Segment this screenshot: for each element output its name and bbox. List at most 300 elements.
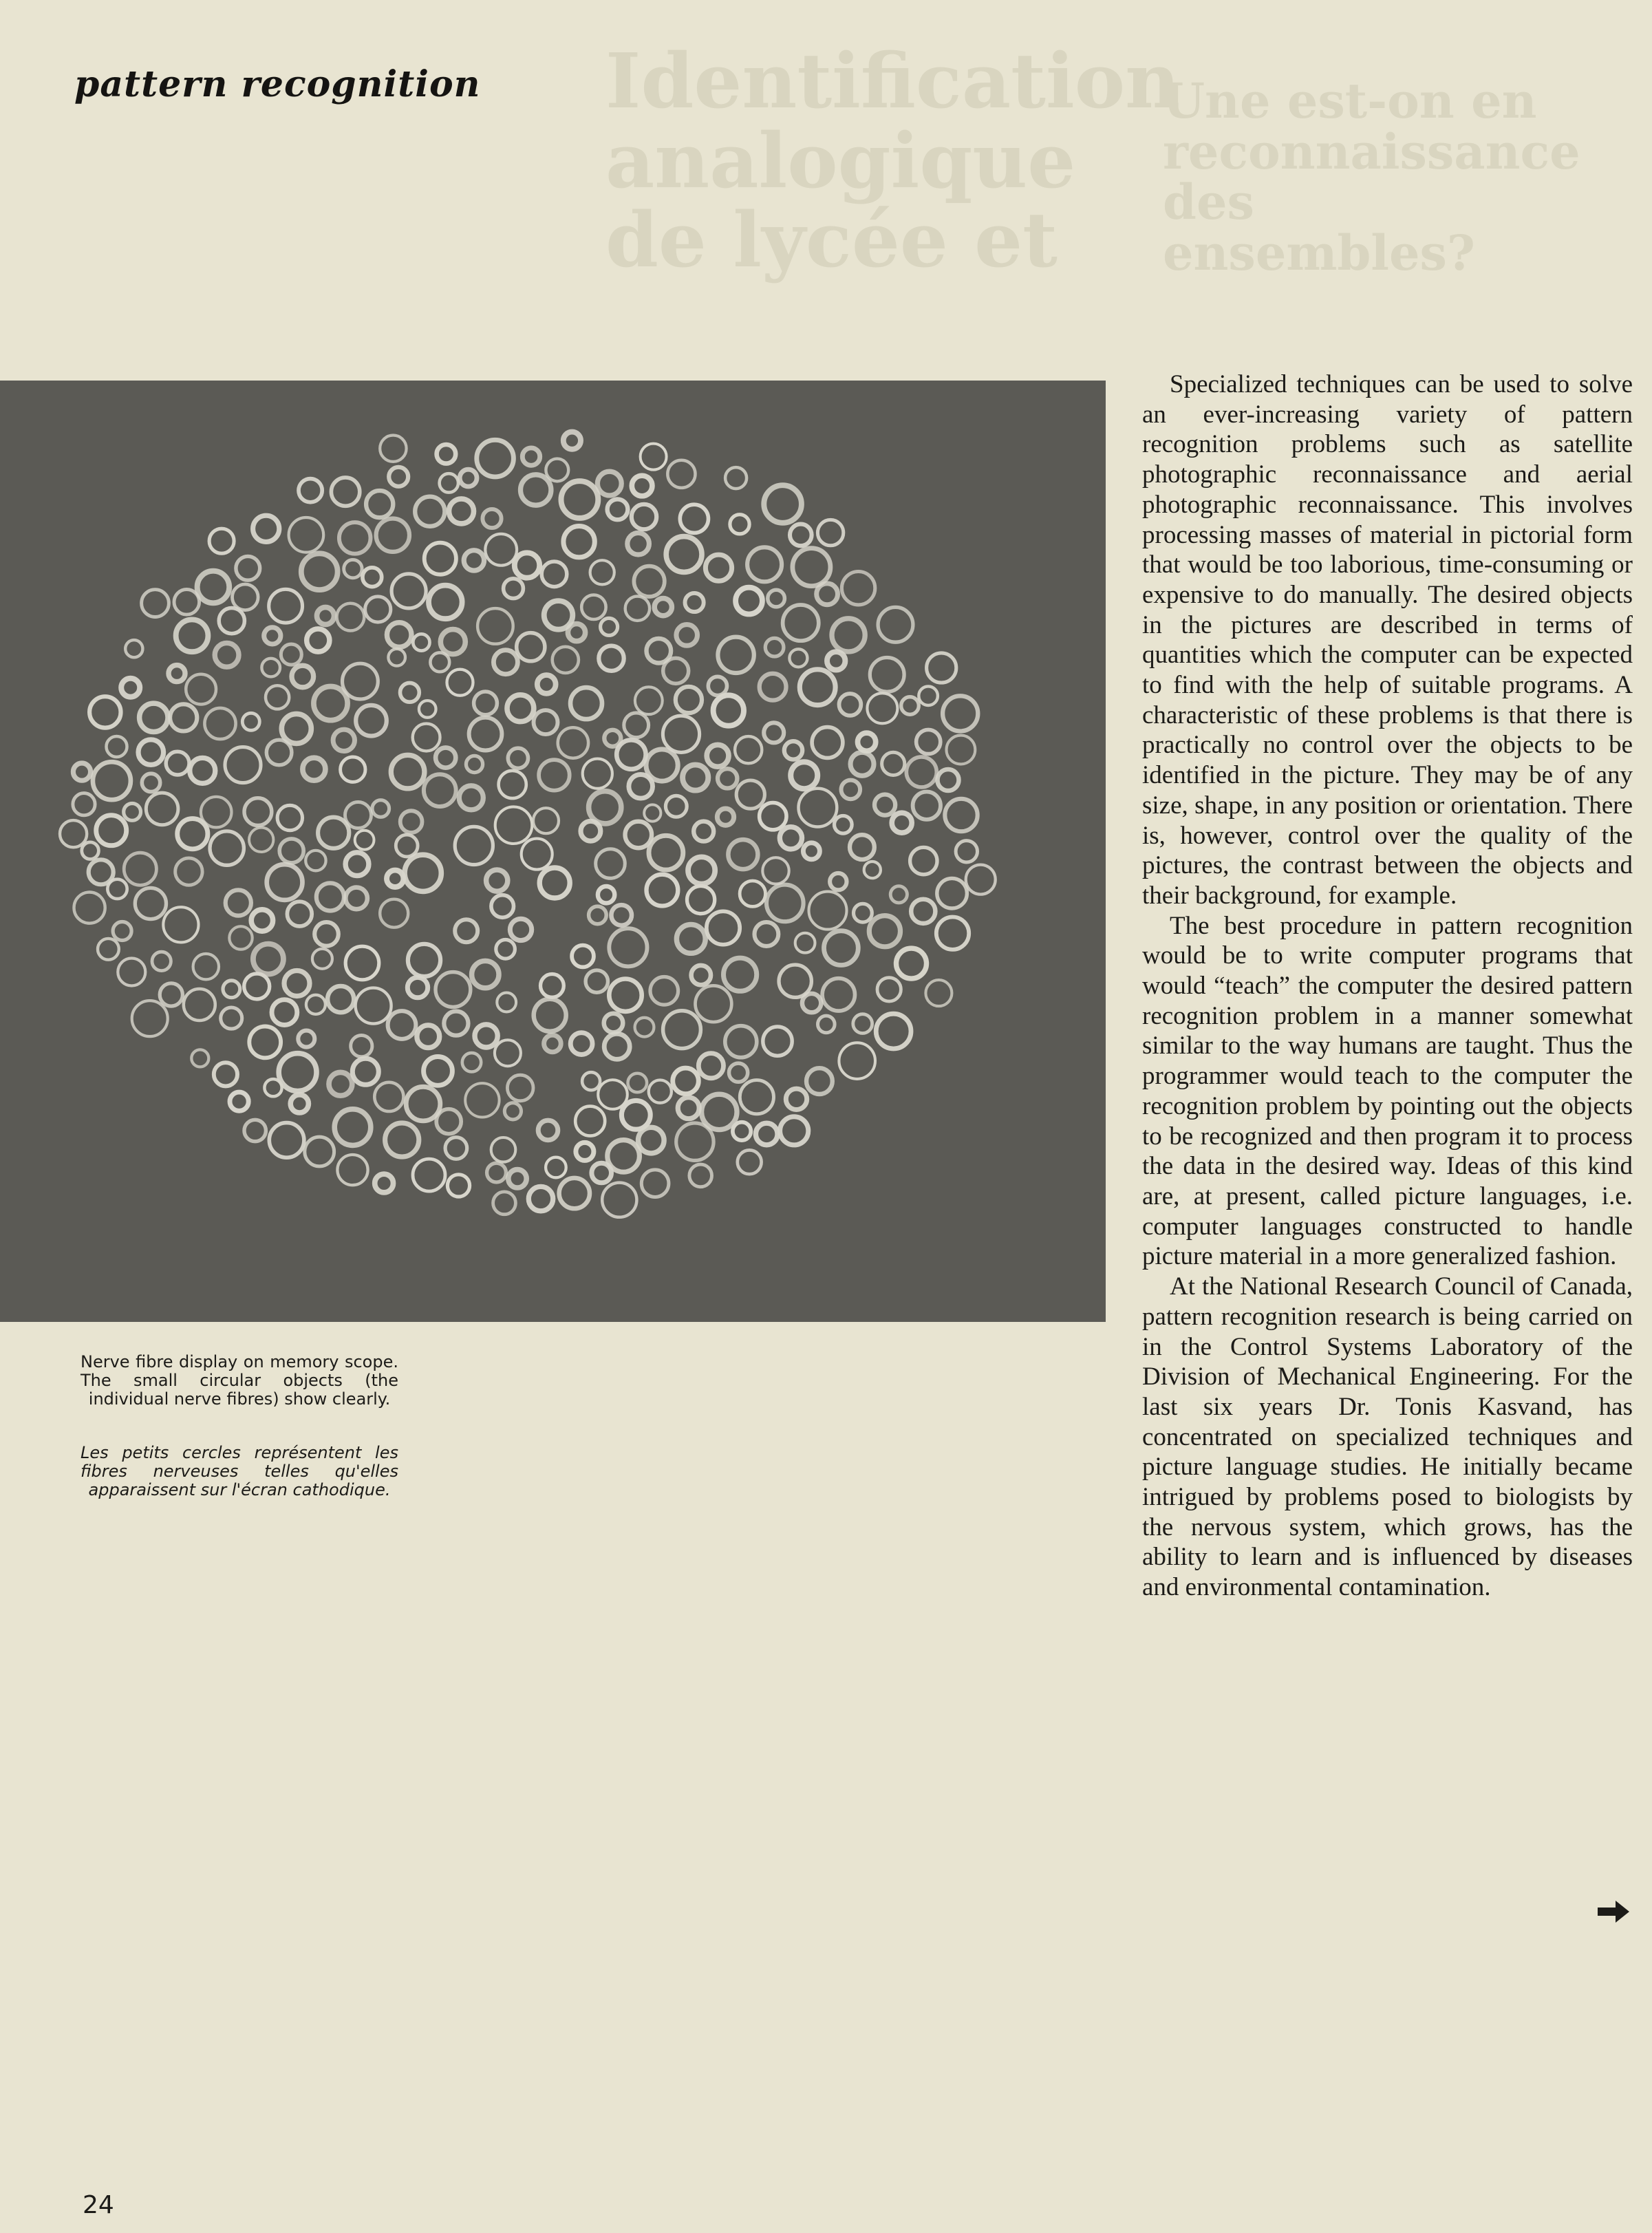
nerve-fibre-ring	[841, 572, 875, 605]
nerve-fibre-ring	[333, 729, 354, 751]
nerve-fibre-ring	[317, 608, 334, 625]
nerve-fibre-ring	[388, 649, 405, 666]
nerve-fibre-ring	[204, 708, 235, 739]
nerve-fibre-ring	[936, 917, 969, 950]
nerve-fibre-ring	[93, 762, 131, 800]
nerve-fibre-ring	[135, 888, 166, 919]
nerve-fibre-ring	[705, 555, 731, 581]
nerve-fibre-ring	[142, 590, 169, 617]
nerve-fibre-ring	[169, 665, 185, 682]
nerve-fibre-ring	[822, 979, 855, 1011]
nerve-fibre-ring	[665, 795, 687, 817]
nerve-fibre-ring	[853, 1014, 872, 1034]
nerve-fibre-ring	[534, 999, 566, 1032]
nerve-fibre-ring	[685, 593, 704, 612]
nerve-fibre-ring	[793, 548, 830, 586]
nerve-fibre-ring	[355, 831, 374, 850]
nerve-fibre-ring	[226, 890, 251, 915]
nerve-fibre-ring	[365, 597, 391, 622]
nerve-fibre-ring	[124, 804, 141, 821]
nerve-fibre-ring	[541, 974, 564, 998]
nerve-fibre-ring	[736, 780, 764, 809]
nerve-fibre-ring	[292, 665, 314, 687]
nerve-fibre-ring	[477, 440, 514, 477]
nerve-fibre-ring	[191, 1049, 208, 1067]
nerve-fibre-ring	[190, 758, 215, 783]
nerve-fibre-ring	[351, 1036, 372, 1057]
nerve-fibre-ring	[538, 1120, 558, 1140]
nerve-fibre-ring	[510, 919, 531, 940]
nerve-fibre-ring	[264, 628, 281, 644]
nerve-fibre-ring	[867, 693, 897, 723]
nerve-fibre-ring	[644, 804, 661, 821]
nerve-fibre-ring	[763, 1027, 792, 1056]
nerve-fibre-ring	[508, 1170, 526, 1188]
nerve-fibre-ring	[469, 718, 502, 751]
nerve-fibre-ring	[166, 751, 189, 775]
nerve-fibre-ring	[666, 537, 702, 573]
nerve-fibre-ring	[272, 1000, 297, 1025]
nerve-fibre-ring	[558, 727, 588, 758]
nerve-fibre-ring	[279, 1054, 317, 1091]
nerve-fibre-ring	[802, 994, 821, 1012]
nerve-fibre-ring	[269, 589, 303, 623]
nerve-fibre-ring	[219, 608, 244, 634]
nerve-fibre-ring	[284, 971, 310, 996]
nerve-fibre-ring	[809, 892, 847, 930]
nerve-fibre-ring	[559, 1178, 590, 1208]
nerve-fibre-ring	[491, 895, 514, 918]
nerve-fibre-ring	[947, 736, 976, 765]
nerve-fibre-ring	[647, 875, 678, 906]
nerve-fibre-ring	[464, 551, 484, 570]
nerve-fibre-ring	[765, 638, 784, 656]
nerve-fibre-ring	[493, 650, 517, 674]
nerve-fibre-ring	[634, 566, 664, 597]
nerve-fibre-ring	[328, 986, 354, 1012]
nerve-fibre-ring	[345, 946, 379, 980]
nerve-fibre-ring	[760, 674, 786, 701]
nerve-fibre-ring	[425, 543, 456, 575]
nerve-fibre-ring	[447, 1175, 469, 1197]
nerve-fibre-ring	[424, 1057, 453, 1086]
nerve-fibre-ring	[337, 603, 365, 631]
nerve-fibre-ring	[507, 1075, 533, 1101]
nerve-fibre-ring	[546, 459, 568, 482]
nerve-fibre-ring	[533, 808, 559, 833]
nerve-fibre-ring	[380, 436, 406, 462]
nerve-fibre-ring	[504, 1103, 521, 1120]
nerve-fibre-ring	[142, 773, 160, 791]
nerve-fibre-ring	[877, 978, 901, 1001]
nerve-fibre-ring	[740, 881, 765, 906]
nerve-fibre-ring	[764, 485, 802, 523]
nerve-fibre-ring	[635, 1018, 654, 1037]
nerve-fibre-ring	[730, 515, 749, 534]
nerve-fibre-ring	[253, 515, 279, 542]
nerve-fibre-ring	[592, 1163, 612, 1183]
nerve-fibre-ring	[138, 740, 164, 765]
nerve-fibre-ring	[738, 1150, 762, 1174]
nerve-fibre-ring	[339, 522, 371, 554]
nerve-fibre-ring	[372, 800, 389, 818]
nerve-fibre-ring	[597, 471, 621, 495]
nerve-fibre-ring	[261, 659, 280, 677]
nerve-fibre-ring	[376, 519, 409, 552]
nerve-fibre-ring	[485, 534, 517, 566]
nerve-fibre-ring	[225, 747, 261, 783]
nerve-fibre-ring	[301, 553, 338, 590]
nerve-fibre-ring	[345, 853, 369, 876]
nerve-fibre-ring	[786, 1089, 806, 1109]
nerve-fibre-ring	[146, 793, 178, 825]
nerve-fibre-ring	[718, 769, 737, 788]
nerve-fibre-ring	[314, 687, 347, 720]
nerve-fibre-ring	[249, 828, 273, 852]
nerve-fibre-ring	[366, 491, 393, 517]
nerve-fibre-ring	[269, 1123, 304, 1158]
nerve-fibre-ring	[667, 460, 695, 488]
nerve-fibre-ring	[564, 526, 594, 557]
nerve-fibre-ring	[589, 906, 607, 924]
nerve-fibre-ring	[910, 847, 937, 874]
nerve-fibre-ring	[780, 827, 802, 849]
nerve-fibre-ring	[882, 752, 905, 775]
nerve-fibre-ring	[830, 873, 846, 890]
nerve-fibre-ring	[596, 849, 625, 879]
nerve-fibre-ring	[858, 733, 876, 751]
nerve-fibre-ring	[244, 798, 272, 826]
nerve-fibre-ring	[806, 1068, 833, 1094]
article-paragraph: Specialized techniques can be used to solve an ever-increasing variety of pattern recognition problems such as satellite photographic reconnaissance and aerial photographic reconnaissance. This involves processing masses of material in pictorial form that would be too laborious, time-consuming or expensive to do manually. The desired objects in the pictures are described in terms of quantities which the computer can be expected to find with the help of suitable programs. A characteristic of these problems is that there is practically no control over the objects to be identified in the picture. They may be of any size, shape, in any position or orientation. There is, however, control over the quality of the pictures, the contrast between the objects and their background, for example.	[1142, 370, 1633, 910]
nerve-fibre-ring	[174, 590, 200, 615]
nerve-fibre-ring	[676, 925, 705, 954]
nerve-fibre-ring	[564, 432, 581, 449]
nerve-fibre-ring	[121, 679, 140, 697]
nerve-fibre-ring	[650, 977, 678, 1005]
nerve-fibre-ring	[676, 1123, 714, 1160]
nerve-fibre-ring	[635, 687, 663, 714]
nerve-fibre-ring	[363, 568, 382, 587]
nerve-fibre-ring	[598, 1080, 627, 1109]
nerve-fibre-ring	[575, 1107, 605, 1136]
nerve-fibre-ring	[736, 588, 762, 615]
caption-french: Les petits cercles représentent les fibres nerveuses telles qu'elles apparaissent sur l'écran cathodique.	[81, 1443, 398, 1499]
nerve-fibre-ring	[290, 1095, 308, 1113]
nerve-fibre-ring	[627, 533, 650, 555]
nerve-fibre-ring	[718, 637, 753, 673]
nerve-fibre-ring	[345, 802, 372, 829]
nerve-fibre-ring	[812, 727, 843, 758]
nerve-fibre-ring	[424, 774, 456, 806]
nerve-fibre-ring	[598, 886, 614, 903]
nerve-fibre-ring	[870, 658, 904, 692]
nerve-fibre-ring	[408, 944, 440, 976]
nerve-fibre-ring	[760, 803, 786, 830]
nerve-fibre-image	[0, 381, 1106, 1322]
nerve-fibre-ring	[864, 862, 881, 878]
nerve-fibre-ring	[266, 740, 292, 765]
nerve-fibre-ring	[388, 1011, 416, 1039]
nerve-fibre-ring	[956, 841, 977, 862]
nerve-fibre-ring	[242, 713, 259, 730]
nerve-fibre-ring	[539, 868, 570, 898]
nerve-fibre-ring	[413, 724, 440, 751]
nerve-fibre-ring	[440, 473, 458, 492]
nerve-fibre-ring	[764, 723, 784, 742]
nerve-fibre-ring	[553, 647, 579, 673]
nerve-fibre-ring	[609, 979, 641, 1012]
nerve-fibre-ring	[528, 1186, 553, 1210]
nerve-fibre-ring	[352, 1058, 378, 1085]
nerve-fibre-ring	[539, 760, 570, 791]
nerve-fibre-ring	[945, 799, 977, 831]
nerve-fibre-ring	[474, 692, 497, 715]
nerve-fibre-ring	[795, 933, 815, 953]
nerve-fibre-ring	[466, 756, 482, 772]
nerve-fibre-ring	[869, 916, 900, 947]
nerve-fibre-ring	[462, 1053, 481, 1071]
nerve-fibre-ring	[73, 763, 90, 780]
nerve-fibre-ring	[625, 597, 650, 621]
nerve-fibre-ring	[683, 765, 708, 790]
nerve-fibre-ring	[663, 658, 689, 683]
nerve-fibre-ring	[783, 605, 819, 641]
nerve-fibre-ring	[184, 989, 215, 1021]
nerve-fibre-ring	[152, 952, 171, 970]
nerve-fibre-ring	[604, 1014, 623, 1033]
nerve-fibre-ring	[465, 1083, 499, 1117]
nerve-fibre-ring	[221, 1007, 242, 1029]
nerve-fibre-ring	[170, 704, 197, 731]
nerve-fibre-ring	[186, 674, 216, 705]
nerve-fibre-ring	[175, 858, 202, 885]
nerve-fibre-ring	[762, 857, 789, 884]
nerve-fibre-ring	[98, 939, 119, 960]
nerve-fibre-ring	[385, 1123, 419, 1157]
nerve-fibre-ring	[604, 1034, 630, 1059]
nerve-fibre-ring	[407, 977, 427, 997]
nerve-fibre-ring	[570, 1033, 592, 1055]
nerve-fibre-ring	[341, 757, 365, 782]
nerve-fibre-photo	[0, 381, 1106, 1322]
nerve-fibre-ring	[609, 928, 647, 966]
nerve-fibre-ring	[663, 716, 699, 752]
nerve-fibre-ring	[132, 1001, 168, 1036]
nerve-fibre-ring	[160, 983, 182, 1006]
nerve-fibre-ring	[676, 687, 702, 713]
nerve-fibre-ring	[680, 504, 708, 533]
nerve-fibre-ring	[534, 710, 558, 734]
nerve-fibre-ring	[210, 831, 244, 865]
nerve-fibre-ring	[854, 904, 872, 922]
nerve-fibre-ring	[178, 819, 208, 849]
nerve-fibre-ring	[790, 524, 812, 546]
nerve-fibre-ring	[331, 478, 359, 506]
nerve-fibre-ring	[937, 878, 967, 908]
nerve-fibre-ring	[641, 444, 667, 470]
nerve-fibre-ring	[522, 448, 539, 465]
nerve-fibre-ring	[707, 745, 729, 767]
nerve-fibre-ring	[602, 1183, 636, 1217]
nerve-fibre-ring	[314, 922, 339, 946]
nerve-fibre-ring	[305, 1137, 334, 1166]
nerve-fibre-ring	[113, 922, 131, 941]
nerve-fibre-ring	[406, 1087, 440, 1121]
nerve-fibre-ring	[60, 820, 87, 847]
nerve-fibre-ring	[391, 755, 425, 789]
nerve-fibre-ring	[546, 1157, 566, 1178]
nerve-fibre-ring	[445, 1137, 467, 1160]
nerve-fibre-ring	[604, 730, 621, 747]
nerve-fibre-ring	[491, 1137, 516, 1162]
nerve-fibre-ring	[911, 899, 935, 923]
nerve-fibre-ring	[299, 479, 322, 502]
nerve-fibre-ring	[839, 1043, 875, 1079]
nerve-fibre-ring	[391, 574, 426, 608]
nerve-fibre-ring	[649, 1080, 672, 1103]
nerve-fibre-ring	[482, 509, 501, 528]
article-paragraph: At the National Research Council of Canada, pattern recognition research is being carried on in the Control Systems Laboratory of the Division of Mechanical Engineering. For the last six years Dr. Tonis Kasvand, has concentrated on specialized techniques and picture language studies. He initially became intrigued by problems posed to biologists by the nervous system, which grows, has the ability to learn and is influenced by diseases and environmental contamination.	[1142, 1272, 1633, 1602]
nerve-fibre-ring	[249, 1027, 281, 1058]
nerve-fibre-ring	[318, 818, 349, 848]
nerve-fibre-ring	[654, 599, 672, 616]
nerve-fibre-ring	[641, 1170, 669, 1197]
nerve-fibre-ring	[601, 618, 618, 635]
nerve-fibre-ring	[927, 653, 956, 683]
nerve-fibre-ring	[449, 499, 474, 524]
nerve-fibre-ring	[611, 905, 632, 926]
nerve-fibre-ring	[694, 822, 714, 842]
nerve-fibre-ring	[419, 701, 436, 718]
nerve-fibre-ring	[459, 786, 483, 810]
nerve-fibre-ring	[96, 815, 127, 846]
nerve-fibre-ring	[892, 813, 912, 833]
nerve-fibre-ring	[405, 855, 441, 891]
nerve-fibre-ring	[329, 1072, 352, 1096]
nerve-fibre-ring	[334, 1109, 371, 1146]
nerve-fibre-ring	[197, 571, 230, 603]
nerve-fibre-ring	[733, 1122, 751, 1140]
nerve-fibre-ring	[233, 584, 259, 610]
nerve-fibre-ring	[82, 842, 99, 859]
nerve-fibre-ring	[906, 757, 936, 787]
nerve-fibre-ring	[337, 1155, 367, 1185]
nerve-fibre-ring	[118, 959, 145, 986]
nerve-fibre-ring	[176, 619, 208, 652]
nerve-fibre-ring	[387, 870, 403, 887]
nerve-fibre-ring	[818, 1016, 835, 1033]
nerve-fibre-ring	[429, 586, 462, 619]
nerve-fibre-ring	[639, 1127, 665, 1153]
bleed-through-text: Une est-on en reconnaissance des ensembles?	[1163, 72, 1580, 281]
nerve-fibre-ring	[839, 694, 861, 716]
nerve-fibre-ring	[582, 1072, 600, 1090]
nerve-fibre-ring	[803, 843, 819, 859]
nerve-fibre-ring	[572, 945, 594, 968]
nerve-fibre-ring	[728, 840, 758, 869]
nerve-fibre-ring	[687, 886, 715, 914]
nerve-fibre-ring	[89, 859, 114, 884]
nerve-fibre-ring	[824, 931, 859, 965]
nerve-fibre-ring	[791, 762, 817, 789]
nerve-fibre-ring	[244, 974, 270, 999]
nerve-fibre-ring	[201, 797, 232, 828]
caption-english: Nerve fibre display on memory scope. The small circular objects (the individual nerve fibres) show clearly.	[81, 1352, 398, 1409]
nerve-fibre-ring	[472, 961, 499, 987]
nerve-fibre-ring	[624, 713, 649, 738]
nerve-fibre-ring	[890, 886, 907, 903]
nerve-fibre-ring	[901, 697, 919, 715]
nerve-fibre-ring	[455, 919, 478, 942]
nerve-fibre-ring	[581, 821, 601, 841]
nerve-fibre-ring	[581, 595, 605, 619]
nerve-fibre-ring	[214, 1062, 237, 1086]
nerve-fibre-ring	[850, 752, 874, 776]
nerve-fibre-ring	[455, 826, 493, 864]
nerve-fibre-ring	[306, 995, 325, 1014]
article-paragraph: The best procedure in pattern recognition would be to write computer programs that would “teach” the computer the desired pattern recognition problem in a manner somewhat similar to the way humans are taught. Thus the programmer would teach to the computer the recognition problem by pointing out the objects to be recognized and then program it to process the data in the desired way. Ideas of this kind are, at present, called picture languages, i.e. computer languages constructed to handle picture material in a more generalized fashion.	[1142, 911, 1633, 1271]
nerve-fibre-ring	[678, 1098, 699, 1119]
nerve-fibre-ring	[583, 759, 612, 789]
nerve-fibre-ring	[747, 547, 782, 581]
nerve-fibre-ring	[689, 1164, 712, 1187]
nerve-fibre-ring	[193, 954, 219, 979]
nerve-fibre-ring	[440, 630, 465, 654]
nerve-fibre-ring	[251, 910, 272, 931]
nerve-fibre-ring	[475, 1025, 497, 1047]
nerve-fibre-ring	[74, 893, 105, 923]
nerve-fibre-ring	[413, 634, 429, 650]
nerve-fibre-ring	[835, 816, 852, 834]
nerve-fibre-ring	[832, 619, 865, 652]
nerve-fibre-ring	[493, 1192, 516, 1215]
nerve-fibre-ring	[244, 1120, 266, 1141]
nerve-fibre-ring	[380, 899, 408, 928]
nerve-fibre-ring	[305, 851, 325, 870]
nerve-fibre-ring	[608, 499, 628, 520]
nerve-fibre-ring	[628, 1073, 647, 1093]
nerve-fibre-ring	[688, 857, 715, 884]
nerve-fibre-ring	[375, 1174, 394, 1193]
page-number: 24	[83, 2191, 114, 2219]
nerve-fibre-ring	[766, 885, 804, 922]
nerve-fibre-ring	[676, 625, 698, 646]
nerve-fibre-ring	[447, 670, 473, 696]
section-title: pattern recognition	[74, 63, 481, 105]
nerve-fibre-ring	[281, 714, 311, 743]
nerve-fibre-ring	[537, 675, 556, 694]
nerve-fibre-ring	[460, 469, 477, 487]
nerve-fibre-ring	[755, 1123, 777, 1145]
nerve-fibre-ring	[817, 584, 838, 605]
nerve-fibre-ring	[289, 517, 324, 553]
nerve-fibre-ring	[267, 864, 303, 900]
nerve-fibre-ring	[599, 646, 623, 671]
nerve-fibre-ring	[522, 839, 553, 870]
nerve-fibre-ring	[444, 1012, 468, 1036]
nerve-fibre-ring	[799, 789, 837, 827]
nerve-fibre-ring	[702, 1094, 737, 1129]
nerve-fibre-ring	[561, 481, 599, 518]
nerve-fibre-ring	[876, 1014, 911, 1049]
nerve-fibre-ring	[541, 562, 567, 587]
nerve-fibre-ring	[570, 687, 602, 719]
nerve-fibre-ring	[298, 1031, 314, 1047]
nerve-fibre-ring	[780, 1117, 808, 1145]
nerve-fibre-ring	[400, 683, 420, 702]
nerve-fibre-ring	[279, 839, 303, 863]
